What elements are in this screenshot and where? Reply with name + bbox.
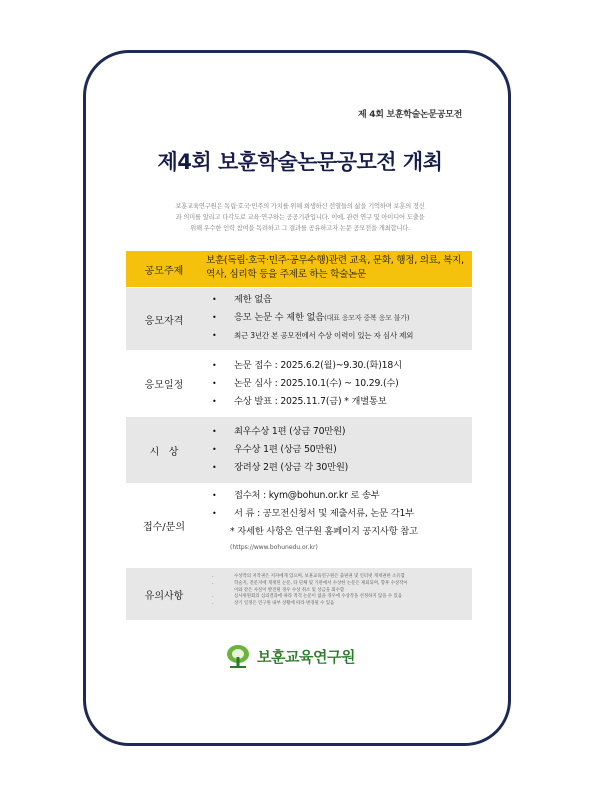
list-item: - 수상작의 저작권은 저자에게 있으며, 보훈교육연구원은 출판권 및 인터넷 게재권한 소유함 bbox=[208, 574, 466, 581]
list-item: • 최근 3년간 본 공모전에서 수상 이력이 있는 자 심사 제외 bbox=[208, 327, 466, 345]
list-item: • 논문 접수 : 2025.6.2(월)~9.30.(화)18시 bbox=[208, 357, 466, 375]
bullet-icon: • bbox=[212, 361, 217, 370]
list-item: - 심사위원회의 심의결과에 따라 적격 논문이 없을 경우에 수상작을 선정하지 않을 수 있음 bbox=[208, 594, 466, 601]
theme-text: 보훈(독립·호국·민주·공무수행)관련 교육, 문화, 행정, 의료, 복지, 역사, 심리학 등을 주제로 하는 학술논문 bbox=[206, 255, 464, 280]
list-item: • 장려상 2편 (상금 각 30만원) bbox=[208, 459, 466, 477]
list-item: • 서 류 : 공모전신청서 및 제출서류, 논문 각1부 bbox=[208, 505, 466, 523]
bullet-icon: • bbox=[212, 463, 217, 472]
bullet-icon: • bbox=[212, 295, 217, 304]
list-item: • 제한 없음 bbox=[208, 291, 466, 309]
row-notice bbox=[126, 567, 472, 620]
bullet-icon: • bbox=[212, 445, 217, 454]
list-item: • 접수처 : kym@bohun.or.kr 로 송부 bbox=[208, 487, 466, 505]
list-item: - 상기 일정은 연구원 내부 상황에 따라 변경될 수 있음 bbox=[208, 601, 466, 608]
schedule-label: 응모일정 bbox=[144, 380, 184, 391]
list-item: • 수상 발표 : 2025.11.7(금) * 개별통보 bbox=[208, 393, 466, 411]
list-item: • 응모 논문 수 제한 없음 (대표 응모자 중복 응모 불가) bbox=[208, 309, 466, 327]
eligibility-label: 응모자격 bbox=[144, 315, 184, 327]
bullet-icon: • bbox=[212, 331, 217, 340]
list-item: - 학술지, 전문지에 게재된 논문, 타 단체 및 기관에서 수상한 논문은 제외되며, 향후 수상작이 bbox=[208, 581, 466, 588]
contact-note: * 자세한 사항은 연구원 홈페이지 공지사항 참고 bbox=[230, 526, 418, 537]
bullet-icon: • bbox=[212, 509, 217, 518]
footer-logo bbox=[225, 643, 355, 669]
header-tag: 제 4회 보훈학술논문공모전 bbox=[358, 110, 462, 120]
bullet-icon: • bbox=[212, 491, 217, 500]
intro-line: 보훈교육연구원은 독립·호국·민주의 가치를 위해 희생하신 선열들의 삶을 기억하며 보훈의 정신 bbox=[175, 203, 425, 210]
bullet-icon: • bbox=[212, 397, 217, 406]
page-title: 제4회 보훈학술논문공모전 개최 bbox=[157, 150, 443, 174]
row-theme bbox=[126, 250, 472, 287]
row-contact bbox=[126, 483, 472, 567]
bullet-icon: • bbox=[212, 379, 217, 388]
bullet-icon: - bbox=[212, 594, 214, 600]
leaf-logo-icon bbox=[225, 643, 251, 669]
notice-label: 유의사항 bbox=[144, 590, 184, 602]
theme-label: 공모주제 bbox=[144, 265, 184, 277]
bullet-icon: • bbox=[212, 427, 217, 436]
contact-label: 접수/문의 bbox=[142, 522, 185, 533]
info-table bbox=[126, 250, 472, 620]
intro-line: 위해 우수한 인력 참여을 독려하고 그 결과를 공유하고자 논문 공모전을 개최합니다. bbox=[190, 225, 410, 232]
homepage-link[interactable]: (https://www.bohunedu.or.kr) bbox=[230, 544, 318, 551]
list-item: • 논문 심사 : 2025.10.1(수) ~ 10.29.(수) bbox=[208, 375, 466, 393]
list-item: • 최우수상 1편 (상금 70만원) bbox=[208, 423, 466, 441]
awards-label: 시 상 bbox=[149, 446, 179, 458]
intro-text bbox=[133, 201, 467, 234]
list-item: 이와 같은 사실이 발견될 경우 수상 취소 및 상금을 회수함 bbox=[234, 587, 345, 593]
bullet-icon: - bbox=[212, 574, 214, 579]
row-eligibility bbox=[126, 287, 472, 350]
list-item: • 우수상 1편 (상금 50만원) bbox=[208, 441, 466, 459]
bullet-icon: • bbox=[212, 313, 217, 322]
bullet-icon: - bbox=[212, 580, 214, 586]
row-schedule bbox=[126, 350, 472, 416]
org-name: 보훈교육연구원 bbox=[257, 647, 355, 666]
row-awards bbox=[126, 416, 472, 483]
bullet-icon: - bbox=[212, 601, 214, 607]
intro-line: 과 의미를 알리고 다각도로 교육·연구하는 공공기관입니다. 이에, 관련 연구 및 아이디어 도출을 bbox=[175, 214, 425, 221]
